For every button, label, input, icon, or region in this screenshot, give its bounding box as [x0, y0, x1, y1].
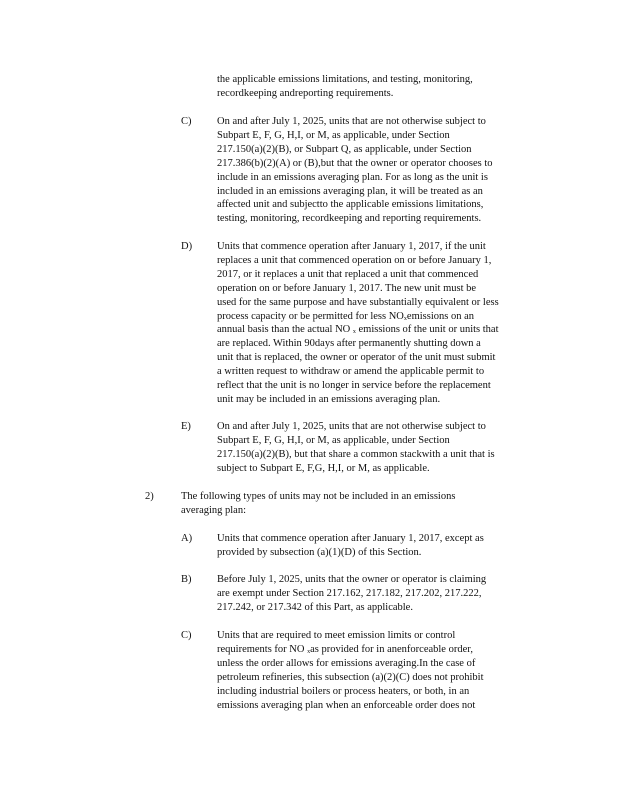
line-end: emissions of the unit or units that — [358, 324, 499, 336]
text-line: subject to Subpart E, F,G, H,I, or M, as applicable. — [217, 462, 430, 474]
text-line: testing, monitoring, recordkeeping and reporting requirements. — [217, 213, 482, 225]
text-line: Units that are required to meet emission limits or control — [217, 630, 456, 641]
text-line: Units that commence operation after January 1, 2017, if the unit — [217, 241, 486, 252]
line-start: annual basis than the actual NO — [217, 324, 351, 336]
text-line: 217.150(a)(2)(B), but that share a common stackwith a unit that is — [217, 448, 495, 460]
paragraph-marker: D) — [181, 241, 193, 252]
text-line: 217.386(b)(2)(A) or (B),but that the owner or operator chooses to — [217, 157, 493, 169]
text-line: unit that is replaced, the owner or operator of the unit must submit — [217, 352, 496, 364]
line-end: as provided for in anenforceable order, — [310, 643, 473, 655]
text-line: the applicable emissions limitations, and testing, monitoring, — [217, 74, 473, 85]
text-line: 2017, or it replaces a unit that replaced a unit that commenced — [217, 268, 479, 280]
text-line: emissions averaging plan when an enforceable order does not — [217, 699, 476, 711]
text-line: On and after July 1, 2025, units that are not otherwise subject to — [217, 421, 486, 432]
text-line: unless the order allows for emissions averaging.In the case of — [217, 657, 476, 669]
text-line: unit may be included in an emissions averaging plan. — [217, 393, 441, 405]
line-end: emissions on an — [406, 310, 474, 322]
text-line — [217, 310, 543, 324]
nox-subscript: x — [403, 315, 407, 322]
text-line: including industrial boilers or process heaters, or both, in an — [217, 685, 470, 697]
text-line: averaging plan: — [181, 504, 247, 516]
paragraph-text — [217, 115, 543, 226]
line-start: requirements for NO — [217, 643, 305, 655]
nox-subscript: x — [352, 329, 356, 336]
paragraph-marker: E) — [181, 421, 191, 432]
text-line: Subpart E, F, G, H,I, or M, as applicable, under Section — [217, 129, 450, 141]
text-line: The following types of units may not be included in an emissions — [181, 491, 456, 502]
paragraph-marker: A) — [181, 533, 193, 544]
text-line: Before July 1, 2025, units that the owner or operator is claiming — [217, 574, 487, 585]
paragraph-text — [217, 240, 543, 407]
paragraph-text — [217, 73, 543, 101]
text-line: included in an emissions averaging plan, it will be treated as an — [217, 185, 483, 197]
paragraph-text — [217, 532, 533, 560]
paragraph-text — [217, 420, 543, 476]
text-line: affected unit and subjectto the applicable emissions limitations, — [217, 199, 484, 211]
nox-subscript: x — [307, 648, 311, 655]
text-line: include in an emissions averaging plan. For as long as the unit is — [217, 171, 488, 183]
text-line — [217, 323, 543, 337]
text-line — [217, 643, 543, 657]
text-line: provided by subsection (a)(1)(D) of this Section. — [217, 546, 422, 558]
text-line: a written request to withdraw or amend the applicable permit to — [217, 366, 485, 378]
text-line: 217.242, or 217.342 of this Part, as applicable. — [217, 601, 413, 613]
text-line: Units that commence operation after January 1, 2017, except as — [217, 533, 484, 544]
paragraph-text — [181, 490, 501, 518]
paragraph-text — [217, 573, 533, 615]
paragraph-marker: C) — [181, 630, 192, 641]
text-line: 217.150(a)(2)(B), or Subpart Q, as applicable, under Section — [217, 143, 472, 155]
text-line: used for the same purpose and have substantially equivalent or less — [217, 296, 499, 308]
text-line: petroleum refineries, this subsection (a)(2)(C) does not prohibit — [217, 671, 484, 683]
text-line: are replaced. Within 90days after permanently shutting down a — [217, 338, 481, 350]
text-line: Subpart E, F, G, H,I, or M, as applicable, under Section — [217, 434, 450, 446]
text-line: On and after July 1, 2025, units that are not otherwise subject to — [217, 116, 486, 127]
paragraph-marker: B) — [181, 574, 192, 585]
text-line: operation on or before January 1, 2017. The new unit must be — [217, 282, 477, 294]
text-line: recordkeeping andreporting requirements. — [217, 87, 394, 99]
paragraph-marker: C) — [181, 116, 192, 127]
text-line: are exempt under Section 217.162, 217.182, 217.202, 217.222, — [217, 587, 482, 599]
text-line: reflect that the unit is no longer in service before the replacement — [217, 380, 491, 392]
paragraph-text — [217, 629, 543, 712]
text-line: replaces a unit that commenced operation on or before January 1, — [217, 254, 492, 266]
paragraph-marker: 2) — [145, 491, 154, 502]
line-start: process capacity or be permitted for less NO — [217, 310, 404, 322]
